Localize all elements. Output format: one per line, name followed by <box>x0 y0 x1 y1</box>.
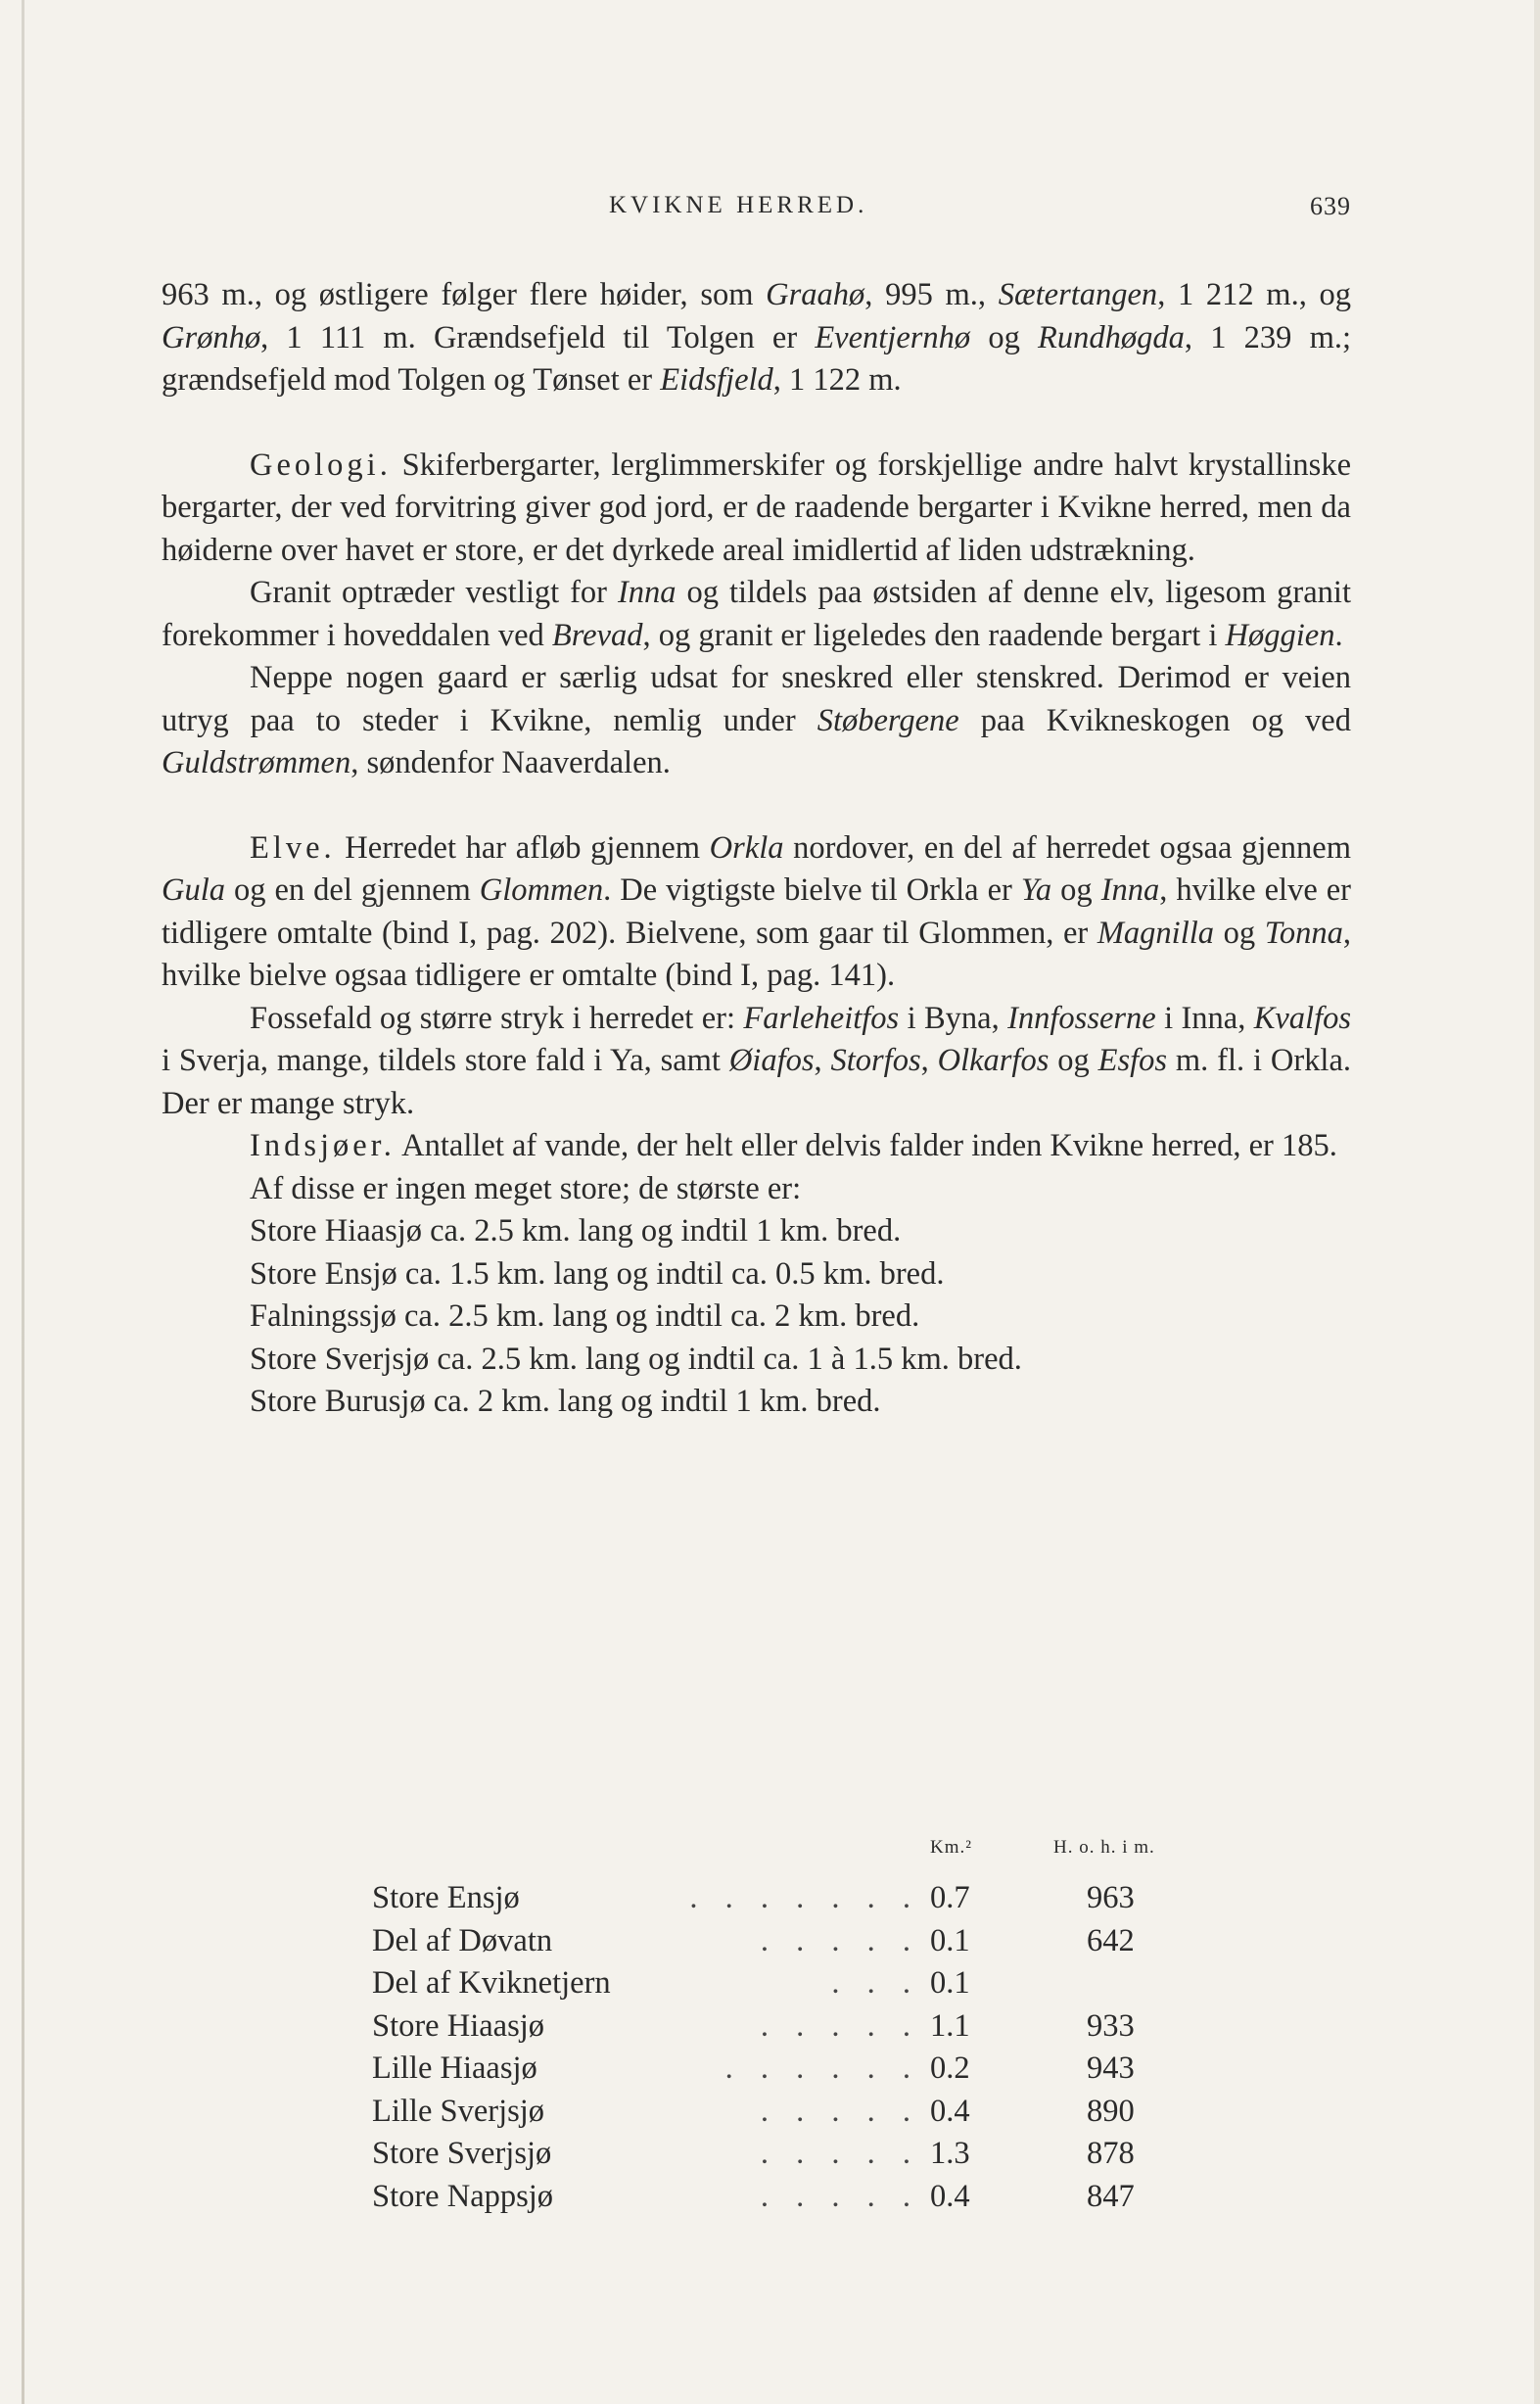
place-name: Esfos <box>1097 1043 1168 1078</box>
table-row <box>372 2005 1214 2049</box>
place-name: Støbergene <box>817 702 959 738</box>
text-run: Granit optræder vestligt for <box>250 575 618 610</box>
place-name: Høggien <box>1225 617 1335 653</box>
page-edge-right <box>1534 0 1540 2404</box>
text-run: og <box>970 319 1039 355</box>
text-run: paa Kvikneskogen og ved <box>958 702 1351 738</box>
lake-table <box>372 1877 1214 2218</box>
text-run: i Sverja, mange, tildels store fald i Ya, samt <box>162 1043 729 1078</box>
lake-name: Store Sverjsjø <box>372 2136 552 2171</box>
body-text <box>162 274 1351 1424</box>
lake-list-item: Store Burusjø ca. 2 km. lang og indtil 1 km. bred. <box>250 1384 881 1419</box>
lake-list-item: Falningssjø ca. 2.5 km. lang og indtil ca. 2 km. bred. <box>250 1298 920 1334</box>
leader-dots: . . . . . <box>760 2178 920 2214</box>
place-name: Ya <box>1020 872 1052 908</box>
table-row <box>372 1962 1214 2005</box>
lake-area: 0.4 <box>930 2093 970 2129</box>
section-heading: Elve. <box>250 829 336 866</box>
lake-height: 847 <box>1087 2178 1135 2214</box>
paragraph-skred <box>162 657 1351 785</box>
text-run: og <box>1049 1043 1098 1078</box>
lake-list-item: Store Ensjø ca. 1.5 km. lang og indtil ca. 0.5 km. bred. <box>250 1255 945 1292</box>
leader-dots: . . . <box>831 1965 920 2001</box>
section-heading: Geologi. <box>250 447 392 483</box>
text-run: Herredet har afløb gjennem <box>335 829 710 866</box>
text-run: , 1 122 m. <box>772 362 902 398</box>
paragraph-granit <box>162 572 1351 657</box>
text-run: Af disse er ingen meget store; de største er: <box>250 1170 802 1206</box>
lake-area: 0.1 <box>930 1965 970 2001</box>
page-number: 639 <box>1310 192 1351 220</box>
text-run: Antallet af vande, der helt eller delvis falder inden Kvikne herred, er 185. <box>395 1128 1337 1163</box>
place-name: Eventjernhø <box>815 319 971 355</box>
lake-area: 1.1 <box>930 2007 970 2044</box>
text-run: 963 m., og østligere følger flere høider, som <box>162 277 767 312</box>
text-run: og <box>1051 872 1101 908</box>
lake-height: 963 <box>1087 1880 1135 1915</box>
text-run: m. fl. i Orkla. Der er mange stryk. <box>162 1043 1352 1121</box>
place-name: Farleheitfos <box>743 1000 900 1036</box>
place-name: Orkla <box>709 829 784 866</box>
text-run: , 995 m., <box>864 277 999 312</box>
paragraphs <box>162 274 1351 1210</box>
lake-height: 943 <box>1087 2050 1135 2086</box>
text-run: Skiferbergarter, lerglimmerskifer og forskjellige andre halvt krystallinske bergarter, der ved forvitring giver god jord, er de raadende bergarter i Kvikne herred, men da høiderne over havet er store, er det dyrkede areal imidlertid af liden udstrækning. <box>162 447 1351 568</box>
table-row <box>372 1920 1214 1963</box>
table-row <box>372 2048 1214 2091</box>
text-run: , 1 239 m.; grændsefjeld mod Tolgen og Tønset er <box>162 319 1352 398</box>
lake-table-header <box>372 1837 1214 1864</box>
text-run: , og granit er ligeledes den raadende bergart i <box>642 617 1226 653</box>
table-row <box>372 2133 1214 2176</box>
text-run: , 1 111 m. Grændsefjeld til Tolgen er <box>260 319 816 355</box>
place-name: Olkarfos <box>937 1043 1050 1078</box>
lake-height: 890 <box>1087 2093 1135 2129</box>
lake-name: Store Hiaasjø <box>372 2007 545 2044</box>
leader-dots: . . . . . . <box>724 2050 920 2086</box>
text-run: og <box>1214 915 1265 951</box>
page-header <box>157 192 1351 231</box>
place-name: Magnilla <box>1097 915 1215 951</box>
place-name: Tonna <box>1264 915 1343 951</box>
lake-height: 933 <box>1087 2007 1135 2044</box>
place-name: Guldstrømmen <box>162 745 351 780</box>
leader-dots: . . . . . <box>760 1922 920 1958</box>
place-name: Inna <box>617 575 677 610</box>
text-run: og tildels paa østsiden af denne elv, ligesom granit forekommer i hoveddalen ved <box>162 575 1351 653</box>
text-run: , søndenfor Naaverdalen. <box>350 745 671 780</box>
paragraph-elve <box>162 827 1351 998</box>
lake-name: Lille Sverjsjø <box>372 2093 545 2129</box>
leader-dots: . . . . . <box>760 2136 920 2171</box>
place-name: Eidsfjeld <box>660 362 773 398</box>
text-run: i Byna, <box>899 1000 1008 1036</box>
column-header-area: Km.² <box>930 1837 972 1858</box>
place-name: Brevad <box>551 617 643 653</box>
paragraph-intro <box>162 274 1351 402</box>
place-name: Gula <box>162 872 225 908</box>
place-name: Rundhøgda <box>1038 319 1185 355</box>
text-run: Fossefald og større stryk i herredet er: <box>250 1000 744 1036</box>
text-run: , <box>920 1043 938 1078</box>
text-run: , <box>814 1043 831 1078</box>
lake-name: Lille Hiaasjø <box>372 2050 537 2086</box>
lake-name: Store Ensjø <box>372 1880 520 1915</box>
lake-name: Del af Døvatn <box>372 1922 553 1958</box>
text-run: . <box>1334 617 1343 653</box>
place-name: Grønhø <box>162 319 261 355</box>
column-header-height: H. o. h. i m. <box>1053 1837 1155 1858</box>
page-edge-left <box>22 0 24 2404</box>
text-run: , 1 212 m., og <box>1157 277 1352 312</box>
place-name: Inna <box>1100 872 1160 908</box>
place-name: Innfosserne <box>1007 1000 1156 1036</box>
paragraph-fossefald <box>162 998 1351 1126</box>
text-run: i Inna, <box>1155 1000 1254 1036</box>
largest-lakes-list <box>162 1210 1351 1424</box>
lake-height: 642 <box>1087 1922 1135 1958</box>
table-row <box>372 2176 1214 2219</box>
place-name: Glommen <box>479 872 604 908</box>
lake-name: Del af Kviknetjern <box>372 1965 611 2001</box>
text-run: nordover, en del af herredet ogsaa gjennem <box>783 829 1351 866</box>
paragraph-storste <box>162 1168 1351 1211</box>
leader-dots: . . . . . <box>760 2007 920 2044</box>
table-row <box>372 1877 1214 1920</box>
lake-list-item: Store Hiaasjø ca. 2.5 km. lang og indtil 1 km. bred. <box>250 1213 902 1249</box>
section-heading: Indsjøer. <box>250 1128 396 1163</box>
text-run: . De vigtigste bielve til Orkla er <box>603 872 1021 908</box>
running-head: KVIKNE HERRED. <box>609 192 868 218</box>
lake-area: 0.7 <box>930 1880 970 1915</box>
text-run: , hvilke elve er tidligere omtalte (bind I, pag. 202). Bielvene, som gaar til Glommen, er <box>162 872 1351 951</box>
lake-area: 1.3 <box>930 2136 970 2171</box>
text-run: Neppe nogen gaard er særlig udsat for sneskred eller stenskred. Derimod er veien utryg paa to steder i Kvikne, nemlig under <box>162 660 1351 738</box>
place-name: Storfos <box>830 1043 921 1078</box>
lake-name: Store Nappsjø <box>372 2178 554 2214</box>
text-run: , hvilke bielve ogsaa tidligere er omtalte (bind I, pag. 141). <box>162 915 1351 993</box>
place-name: Graahø <box>766 277 865 312</box>
text-run: og en del gjennem <box>225 872 480 908</box>
place-name: Kvalfos <box>1253 1000 1352 1036</box>
lake-area: 0.4 <box>930 2178 970 2214</box>
paragraph-indsjoer <box>162 1125 1351 1168</box>
place-name: Øiafos <box>728 1043 815 1078</box>
lake-area: 0.1 <box>930 1922 970 1958</box>
lake-height: 878 <box>1087 2136 1135 2171</box>
leader-dots: . . . . . . . <box>689 1880 920 1915</box>
lake-area: 0.2 <box>930 2050 970 2086</box>
paragraph-geologi <box>162 445 1351 573</box>
leader-dots: . . . . . <box>760 2093 920 2129</box>
lake-list-item: Store Sverjsjø ca. 2.5 km. lang og indtil ca. 1 à 1.5 km. bred. <box>250 1341 1022 1377</box>
table-row <box>372 2091 1214 2134</box>
place-name: Sætertangen <box>998 277 1158 312</box>
